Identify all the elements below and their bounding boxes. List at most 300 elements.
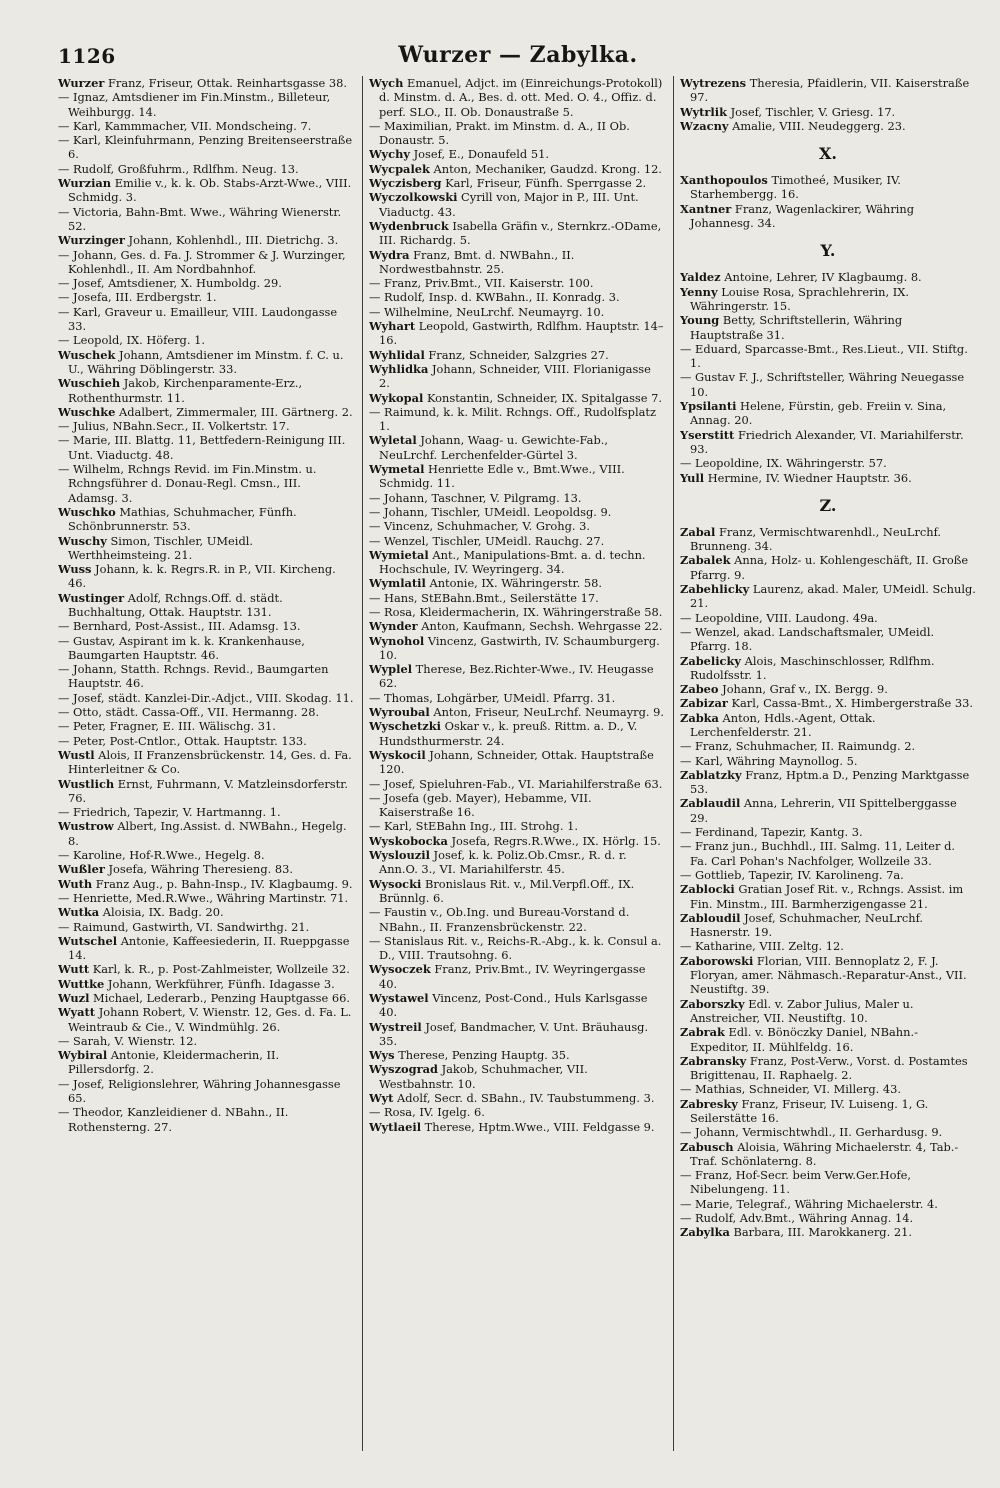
directory-entry: [369, 1048, 665, 1062]
directory-entry: [58, 920, 354, 934]
entry-surname: Wymietal: [369, 547, 429, 562]
entry-details: Adalbert, Zimmermaler, III. Gärtnerg. 2.: [115, 404, 353, 419]
directory-entry: [680, 1082, 976, 1096]
entry-details: Franz, Priv.Bmt., IV. Weyringergasse 40.: [379, 962, 646, 991]
entry-details: — Johann, Statth. Rchngs. Revid., Baumgarten Hauptstr. 46.: [58, 662, 329, 691]
directory-entry: [680, 739, 976, 753]
entry-surname: Wysocki: [369, 876, 422, 891]
entry-surname: Wustlich: [58, 776, 115, 791]
entry-details: Cyrill von, Major in P., III. Unt. Viaductg. 43.: [379, 190, 639, 219]
directory-entry: [58, 819, 354, 848]
entry-surname: Wutt: [58, 962, 90, 977]
directory-entry: [58, 248, 354, 277]
directory-entry: [369, 819, 665, 833]
entry-details: — Josefa (geb. Mayer), Hebamme, VII. Kaiserstraße 16.: [369, 790, 592, 820]
entry-details: Johann, Kohlenhdl., III. Dietrichg. 3.: [124, 233, 339, 248]
entry-details: — Rosa, Kleidermacherin, IX. Währingerstraße 58.: [369, 604, 663, 619]
entry-surname: Wys: [369, 1048, 395, 1063]
directory-entry: [58, 1105, 354, 1134]
entry-surname: Wzacny: [680, 118, 729, 133]
entry-details: Aloisia, Währing Michaelerstr. 4, Tab.-Traf. Schönlaterng. 8.: [690, 1139, 959, 1168]
entry-details: Franz, Vermischtwarenhdl., NeuLrchf. Brunneng. 34.: [690, 524, 942, 554]
entry-details: Vincenz, Gastwirth, IV. Schaumburgerg. 10.: [379, 633, 660, 662]
entry-surname: Wyletal: [369, 433, 417, 448]
directory-entry: [369, 219, 665, 248]
entry-surname: Wyhlidal: [369, 347, 425, 362]
entry-surname: Wyskocil: [369, 747, 426, 762]
entry-surname: Wymetal: [369, 462, 425, 477]
entry-details: Franz, Wagenlackirer, Währing Johannesg. 34.: [690, 201, 915, 231]
directory-entry: [680, 796, 976, 825]
entry-surname: Yaldez: [680, 270, 721, 285]
entry-surname: Xanthopoulos: [680, 173, 768, 188]
directory-entry: [369, 605, 665, 619]
entry-details: — Sarah, V. Wienstr. 12.: [58, 1033, 198, 1048]
directory-entry: [58, 719, 354, 733]
entry-details: Ant., Manipulations-Bmt. a. d. techn. Hochschule, IV. Weyringerg. 34.: [379, 547, 646, 577]
entry-surname: Wycpalek: [369, 161, 430, 176]
directory-entry: [58, 734, 354, 748]
directory-entry: [369, 662, 665, 691]
entry-details: Laurenz, akad. Maler, UMeidl. Schulg. 21.: [690, 582, 976, 611]
entry-surname: Wyszograd: [369, 1062, 438, 1077]
entry-details: — Mathias, Schneider, VI. Millerg. 43.: [680, 1082, 901, 1097]
directory-column-2: [369, 76, 665, 1451]
entry-details: Antonie, IX. Währingerstr. 58.: [425, 576, 602, 591]
entry-details: Antonie, Kleidermacherin, II. Pillersdorfg. 2.: [68, 1048, 280, 1077]
directory-entry: [58, 934, 354, 963]
directory-entry: [369, 548, 665, 577]
entry-details: Simon, Tischler, UMeidl. Werthheimsteing. 21.: [68, 533, 254, 562]
directory-entry: [58, 419, 354, 433]
directory-entry: [680, 997, 976, 1026]
entry-details: — Marie, III. Blattg. 11, Bettfedern-Reinigung III. Unt. Viaductg. 48.: [58, 433, 346, 462]
directory-entry: [58, 290, 354, 304]
entry-details: Franz, Hptm.a D., Penzing Marktgasse 53.: [690, 767, 970, 797]
entry-details: Mathias, Schuhmacher, Fünfh. Schönbrunnerstr. 53.: [68, 504, 297, 534]
entry-surname: Zabloudil: [680, 910, 741, 925]
entry-details: Louise Rosa, Sprachlehrerin, IX. Währingerstr. 15.: [690, 284, 909, 313]
entry-surname: Wuschek: [58, 347, 116, 362]
directory-entry: [680, 754, 976, 768]
entry-details: — Rudolf, Adv.Bmt., Währing Annag. 14.: [680, 1211, 914, 1226]
entry-details: — Johann, Taschner, V. Pilgramg. 13.: [369, 490, 582, 505]
entry-surname: Wyhart: [369, 319, 416, 334]
directory-entry: [369, 1020, 665, 1049]
entry-surname: Wurzinger: [58, 233, 125, 248]
entry-details: — Henriette, Med.R.Wwe., Währing Martinstr. 71.: [58, 890, 349, 905]
directory-entry: [58, 205, 354, 234]
entry-details: — Johann, Tischler, UMeidl. Leopoldsg. 9.: [369, 504, 612, 519]
entry-details: Anton, Kaufmann, Sechsh. Wehrgasse 22.: [417, 619, 663, 634]
directory-entry: [58, 705, 354, 719]
directory-entry: [680, 105, 976, 119]
directory-entry: [369, 719, 665, 748]
directory-entry: [680, 342, 976, 371]
entry-details: Betty, Schriftstellerin, Währing Hauptstraße 31.: [690, 313, 903, 342]
directory-entry: [369, 162, 665, 176]
entry-surname: Wuss: [58, 562, 92, 577]
entry-surname: Wykopal: [369, 390, 424, 405]
entry-details: — Gustav F. J., Schriftsteller, Währing Neuegasse 10.: [680, 370, 965, 399]
directory-entry: [369, 1091, 665, 1105]
directory-entry: [58, 90, 354, 119]
entry-surname: Wystawel: [369, 991, 429, 1005]
directory-entry: [58, 877, 354, 891]
directory-entry: [58, 691, 354, 705]
entry-details: Therese, Hptm.Wwe., VIII. Feldgasse 9.: [421, 1119, 655, 1134]
entry-details: Alois, Maschinschlosser, Rdlfhm. Rudolfsstr. 1.: [690, 653, 935, 682]
entry-details: — Raimund, Gastwirth, VI. Sandwirthg. 21.: [58, 919, 310, 934]
entry-surname: Wytlaeil: [369, 1119, 422, 1134]
entry-details: Emanuel, Adjct. im (Einreichungs-Protokoll) d. Minstm. d. A., Bes. d. ott. Med. O. 4., Offiz. d. perf. SLO., II. Ob. Donaustraße 5.: [379, 76, 663, 119]
directory-column-3: [680, 76, 976, 1451]
directory-entry: [680, 553, 976, 582]
directory-entry: [369, 491, 665, 505]
directory-entry: [58, 848, 354, 862]
directory-entry: [58, 348, 354, 377]
entry-details: — Josefa, III. Erdbergstr. 1.: [58, 290, 217, 305]
entry-details: — Karoline, Hof-R.Wwe., Hegelg. 8.: [58, 848, 265, 863]
directory-entry: [369, 248, 665, 277]
entry-surname: Zabresky: [680, 1096, 738, 1111]
entry-surname: Zabeo: [680, 682, 719, 697]
entry-details: Karl, Friseur, Fünfh. Sperrgasse 2.: [441, 176, 647, 191]
entry-details: Johann, Waag- u. Gewichte-Fab., NeuLrchf. Lerchenfelder-Gürtel 3.: [379, 433, 609, 462]
entry-surname: Wytrezens: [680, 76, 747, 90]
entry-details: — Karl, Kleinfuhrmann, Penzing Breitenseerstraße 6.: [58, 133, 353, 162]
entry-details: — Rudolf, Insp. d. KWBahn., II. Konradg. 3.: [369, 290, 620, 305]
entry-details: Franz, Friseur, IV. Luiseng. 1, G. Seilerstätte 16.: [690, 1096, 929, 1125]
directory-entry: [680, 471, 976, 485]
entry-details: Adolf, Secr. d. SBahn., IV. Taubstummeng. 3.: [393, 1091, 655, 1106]
directory-entry: [58, 805, 354, 819]
entry-surname: Wyskobocka: [369, 833, 448, 848]
directory-entry: [58, 534, 354, 563]
entry-details: — Otto, städt. Cassa-Off., VII. Hermanng. 28.: [58, 705, 320, 720]
entry-surname: Zabylka: [680, 1225, 730, 1240]
entry-surname: Wyatt: [58, 1005, 96, 1020]
directory-entry: [369, 691, 665, 705]
directory-entry: [369, 362, 665, 391]
directory-entry: [680, 76, 976, 105]
entry-details: — Rosa, IV. Igelg. 6.: [369, 1105, 485, 1120]
entry-details: Aloisia, IX. Badg. 20.: [99, 905, 224, 920]
entry-details: Gratian Josef Rit. v., Rchngs. Assist. im Fin. Minstm., III. Barmherzigengasse 21.: [690, 882, 964, 911]
entry-details: Florian, VIII. Bennoplatz 2, F. J. Floryan, amer. Nähmasch.-Reparatur-Anst., VII. Neustiftg. 39.: [690, 953, 967, 997]
entry-details: — Josef, Amtsdiener, X. Humboldg. 29.: [58, 276, 282, 291]
entry-surname: Wymlatil: [369, 576, 426, 591]
entry-surname: Wydenbruck: [369, 218, 449, 233]
directory-entry: [58, 119, 354, 133]
entry-surname: Wurzer: [58, 76, 105, 90]
entry-surname: Zablaudil: [680, 796, 741, 811]
entry-details: Isabella Gräfin v., Sternkrz.-ODame, III. Richardg. 5.: [379, 218, 662, 248]
entry-details: Johann, k. k. Regrs.R. in P., VII. Kircheng. 46.: [68, 562, 336, 591]
entry-surname: Wußler: [58, 862, 105, 877]
directory-entry: [369, 290, 665, 304]
entry-details: Franz Aug., p. Bahn-Insp., IV. Klagbaumg. 9.: [92, 876, 353, 891]
entry-details: Josef, Tischler, V. Griesg. 17.: [726, 104, 896, 119]
directory-entry: [680, 1211, 976, 1225]
entry-details: Karl, Cassa-Bmt., X. Himbergerstraße 33.: [727, 696, 973, 711]
entry-surname: Zabusch: [680, 1139, 734, 1154]
entry-details: Franz, Bmt. d. NWBahn., II. Nordwestbahnstr. 25.: [379, 247, 575, 276]
entry-surname: Yenny: [680, 284, 718, 299]
directory-entry: [680, 582, 976, 611]
directory-entry: [680, 682, 976, 696]
entry-details: — Katharine, VIII. Zeltg. 12.: [680, 939, 844, 954]
entry-details: — Raimund, k. k. Milit. Rchngs. Off., Rudolfsplatz 1.: [369, 404, 656, 434]
directory-entry: [680, 428, 976, 457]
directory-entry: [680, 654, 976, 683]
directory-entry: [369, 391, 665, 405]
entry-details: — Rudolf, Großfuhrm., Rdlfhm. Neug. 13.: [58, 161, 299, 176]
directory-entry: [369, 505, 665, 519]
entry-details: — Eduard, Sparcasse-Bmt., Res.Lieut., VII. Stiftg. 1.: [680, 341, 968, 371]
directory-entry: [369, 147, 665, 161]
entry-details: — Victoria, Bahn-Bmt. Wwe., Währing Wienerstr. 52.: [58, 204, 342, 233]
directory-entry: [680, 1140, 976, 1169]
entry-details: — Peter, Fragner, E. III. Wälischg. 31.: [58, 719, 276, 734]
entry-surname: Zablocki: [680, 882, 735, 897]
directory-entry: [680, 954, 976, 997]
entry-details: — Leopoldine, VIII. Laudong. 49a.: [680, 610, 878, 625]
section-letter-heading: Y.: [820, 241, 836, 261]
directory-entry: [369, 748, 665, 777]
directory-entry: [58, 991, 354, 1005]
directory-entry: [369, 777, 665, 791]
entry-surname: Yull: [680, 470, 705, 485]
entry-details: Johann, Amtsdiener im Minstm. f. C. u. U., Währing Döblingerstr. 33.: [68, 347, 344, 376]
entry-surname: Zabka: [680, 710, 719, 725]
directory-entry: [680, 1168, 976, 1197]
directory-entry: [58, 276, 354, 290]
entry-details: Anna, Lehrerin, VII Spittelberggasse 29.: [690, 796, 957, 825]
entry-details: Franz, Post-Verw., Vorst. d. Postamtes Brigittenau, II. Raphaelg. 2.: [690, 1053, 968, 1083]
entry-surname: Wustrow: [58, 819, 114, 834]
entry-details: — Franz jun., Buchhdl., III. Salmg. 11, Leiter d. Fa. Carl Pohan's Nachfolger, Wollzeile 33.: [680, 839, 956, 868]
entry-surname: Wyczisberg: [369, 176, 442, 191]
directory-entry: [58, 562, 354, 591]
entry-surname: Yserstitt: [680, 427, 735, 442]
directory-entry: [369, 634, 665, 663]
directory-entry: [58, 505, 354, 534]
entry-surname: Wuttke: [58, 976, 105, 991]
directory-entry: [680, 1097, 976, 1126]
directory-entry: [369, 591, 665, 605]
entry-details: Anton, Mechaniker, Gaudzd. Krong. 12.: [429, 161, 662, 176]
entry-details: Anton, Hdls.-Agent, Ottak. Lerchenfelderstr. 21.: [690, 710, 876, 739]
entry-details: Antoine, Lehrer, IV Klagbaumg. 8.: [720, 270, 922, 285]
entry-details: — Karl, Graveur u. Emailleur, VIII. Laudongasse 33.: [58, 304, 338, 334]
entry-details: — Leopold, IX. Höferg. 1.: [58, 333, 205, 348]
directory-entry: [680, 839, 976, 868]
entry-surname: Zabalek: [680, 553, 731, 568]
entry-details: Franz, Friseur, Ottak. Reinhartsgasse 38.: [104, 76, 348, 90]
entry-details: Albert, Ing.Assist. d. NWBahn., Hegelg. 8.: [68, 819, 347, 848]
entry-details: Alois, II Franzensbrückenstr. 14, Ges. d. Fa. Hinterleitner & Co.: [68, 747, 352, 777]
entry-surname: Wuschieh: [58, 376, 121, 391]
directory-entry: [58, 233, 354, 247]
directory-entry: [58, 76, 354, 90]
entry-details: Friedrich Alexander, VI. Mariahilferstr. 93.: [690, 427, 964, 456]
directory-entry: [369, 519, 665, 533]
section-letter-heading: Z.: [819, 495, 837, 515]
directory-entry: [680, 525, 976, 554]
entry-details: Edl. v. Zabor Julius, Maler u. Anstreicher, VII. Neustiftg. 10.: [690, 996, 914, 1025]
directory-entry: [369, 190, 665, 219]
directory-entry: [680, 370, 976, 399]
directory-entry: [58, 162, 354, 176]
directory-entry: [369, 705, 665, 719]
entry-surname: Zabransky: [680, 1053, 747, 1068]
entry-surname: Wuth: [58, 876, 93, 891]
entry-details: — Gustav, Aspirant im k. k. Krankenhause, Baumgarten Hauptstr. 46.: [58, 633, 305, 662]
entry-surname: Zabelicky: [680, 653, 742, 668]
entry-details: Michael, Lederarb., Penzing Hauptgasse 66.: [89, 991, 350, 1005]
directory-entry: [58, 748, 354, 777]
directory-entry: [58, 1005, 354, 1034]
entry-details: Bronislaus Rit. v., Mil.Verpfl.Off., IX. Brünnlg. 6.: [379, 876, 635, 905]
entry-details: — Vincenz, Schuhmacher, V. Grohg. 3.: [369, 519, 591, 534]
directory-entry: [680, 611, 976, 625]
directory-entry: [58, 862, 354, 876]
entry-details: Josefa, Währing Theresieng. 83.: [104, 862, 293, 877]
directory-entry: [680, 173, 976, 202]
directory-entry: [58, 962, 354, 976]
directory-entry: [680, 882, 976, 911]
directory-entry: [58, 977, 354, 991]
page-header: [58, 36, 978, 70]
entry-surname: Wych: [369, 76, 404, 90]
directory-entry: [369, 1062, 665, 1091]
entry-details: Josef, k. k. Poliz.Ob.Cmsr., R. d. r. Ann.O. 3., VI. Mariahilferstr. 45.: [379, 848, 627, 877]
directory-entry: [58, 405, 354, 419]
entry-surname: Ypsilanti: [680, 399, 737, 414]
entry-details: Timotheé, Musiker, IV. Starhembergg. 16.: [690, 173, 901, 202]
directory-entry: [369, 319, 665, 348]
entry-details: Ernst, Fuhrmann, V. Matzleinsdorferstr. 76.: [68, 776, 349, 805]
directory-entry: [680, 1197, 976, 1211]
entry-details: Edl. v. Bönöczky Daniel, NBahn.-Expeditor, II. Mühlfeldg. 16.: [690, 1025, 918, 1054]
entry-details: Josefa, Regrs.R.Wwe., IX. Hörlg. 15.: [447, 833, 661, 848]
directory-entry: [680, 825, 976, 839]
directory-entry: [369, 305, 665, 319]
entry-surname: Wyplel: [369, 662, 413, 677]
directory-entry: [680, 911, 976, 940]
entry-details: Oskar v., k. preuß. Rittm. a. D., V. Hundsthurmerstr. 24.: [379, 719, 638, 748]
entry-details: — Franz, Hof-Secr. beim Verw.Ger.Hofe, Nibelungeng. 11.: [680, 1168, 912, 1197]
directory-entry: [680, 399, 976, 428]
directory-entry: [58, 433, 354, 462]
entry-surname: Wyroubal: [369, 705, 430, 720]
entry-details: — Franz, Schuhmacher, II. Raimundg. 2.: [680, 739, 916, 754]
entry-surname: Wuschy: [58, 533, 107, 548]
entry-surname: Wutka: [58, 905, 100, 920]
entry-details: — Josef, Spieluhren-Fab., VI. Mariahilferstraße 63.: [369, 776, 663, 791]
directory-entry: [369, 991, 665, 1020]
directory-entry: [680, 768, 976, 797]
entry-details: Henriette Edle v., Bmt.Wwe., VIII. Schmidg. 11.: [379, 462, 625, 491]
directory-entry: [680, 696, 976, 710]
directory-entry: [680, 1025, 976, 1054]
entry-details: Josef, Schuhmacher, NeuLrchf. Hasnerstr. 19.: [690, 910, 924, 940]
entry-surname: Zabehlicky: [680, 582, 750, 597]
entry-surname: Wurzian: [58, 176, 112, 191]
directory-entry: [369, 848, 665, 877]
directory-entry: [58, 591, 354, 620]
entry-surname: Wyt: [369, 1091, 394, 1106]
entry-details: Johann, Werkführer, Fünfh. Idagasse 3.: [104, 976, 335, 991]
entry-details: Josef, Bandmacher, V. Unt. Bräuhausg. 35.: [379, 1019, 649, 1048]
directory-entry: [58, 619, 354, 633]
directory-entry: [58, 462, 354, 505]
entry-details: Franz, Schneider, Salzgries 27.: [424, 347, 609, 362]
directory-entry: [369, 905, 665, 934]
entry-surname: Wustinger: [58, 590, 125, 605]
entry-surname: Young: [680, 313, 720, 328]
entry-surname: Wyslouzil: [369, 848, 430, 863]
directory-entry: [680, 456, 976, 470]
entry-details: Johann, Graf v., IX. Bergg. 9.: [718, 682, 888, 697]
entry-details: Vincenz, Post-Cond., Huls Karlsgasse 40.: [379, 991, 648, 1020]
directory-entry: [369, 576, 665, 590]
entry-surname: Zabizar: [680, 696, 728, 711]
entry-details: — Julius, NBahn.Secr., II. Volkertstr. 17.: [58, 419, 290, 434]
directory-entry: [680, 1054, 976, 1083]
directory-entry: [680, 285, 976, 314]
entry-details: — Marie, Telegraf., Währing Michaelerstr. 4.: [680, 1196, 938, 1211]
entry-surname: Wustl: [58, 747, 95, 762]
entry-details: — Gottlieb, Tapezir, IV. Karolineng. 7a.: [680, 867, 904, 882]
directory-page: [58, 36, 978, 1456]
directory-entry: [680, 625, 976, 654]
entry-details: — Stanislaus Rit. v., Reichs-R.-Abg., k. k. Consul a. D., VIII. Trautsohng. 6.: [369, 933, 662, 963]
entry-surname: Wynohol: [369, 633, 425, 648]
entry-details: — Wenzel, Tischler, UMeidl. Rauchg. 27.: [369, 533, 605, 548]
entry-details: Johann, Schneider, Ottak. Hauptstraße 120.: [379, 747, 654, 777]
entry-surname: Wyschetzki: [369, 719, 441, 734]
entry-surname: Wytrlik: [680, 104, 727, 119]
directory-entry: [369, 119, 665, 148]
directory-entry: [58, 1048, 354, 1077]
entry-details: — Wenzel, akad. Landschaftsmaler, UMeidl. Pfarrg. 18.: [680, 624, 935, 654]
entry-surname: Wychy: [369, 147, 410, 162]
entry-surname: Wyhlidka: [369, 361, 429, 376]
entry-details: Leopold, Gastwirth, Rdlfhm. Hauptstr. 14–16.: [379, 319, 664, 348]
entry-details: — Josef, städt. Kanzlei-Dir.-Adjct., VIII. Skodag. 11.: [58, 690, 354, 705]
entry-details: Johann Robert, V. Wienstr. 12, Ges. d. Fa. L. Weintraub & Cie., V. Windmühlg. 26.: [68, 1005, 352, 1034]
directory-entry: [369, 433, 665, 462]
entry-details: Barbara, III. Marokkanerg. 21.: [729, 1225, 912, 1240]
entry-details: — Franz, Priv.Bmt., VII. Kaiserstr. 100.: [369, 276, 594, 291]
directory-entry: [58, 905, 354, 919]
entry-details: Johann, Schneider, VIII. Florianigasse 2.: [379, 361, 651, 391]
directory-entry: [369, 962, 665, 991]
entry-details: Antonie, Kaffeesiederin, II. Rueppgasse 14.: [68, 933, 350, 963]
entry-details: Jakob, Schuhmacher, VII. Westbahnstr. 10.: [379, 1062, 588, 1091]
directory-entry: [680, 939, 976, 953]
entry-details: Therese, Penzing Hauptg. 35.: [394, 1048, 570, 1063]
entry-details: — Thomas, Lohgärber, UMeidl. Pfarrg. 31.: [369, 690, 616, 705]
entry-details: — Leopoldine, IX. Währingerstr. 57.: [680, 456, 887, 471]
directory-entry: [58, 376, 354, 405]
entry-details: — Faustin v., Ob.Ing. und Bureau-Vorstand d. NBahn., II. Franzensbrückenstr. 22.: [369, 905, 630, 934]
column-divider: [362, 76, 363, 1451]
entry-details: — Theodor, Kanzleidiener d. NBahn., II. Rothensterng. 27.: [58, 1105, 289, 1134]
directory-entry: [369, 348, 665, 362]
